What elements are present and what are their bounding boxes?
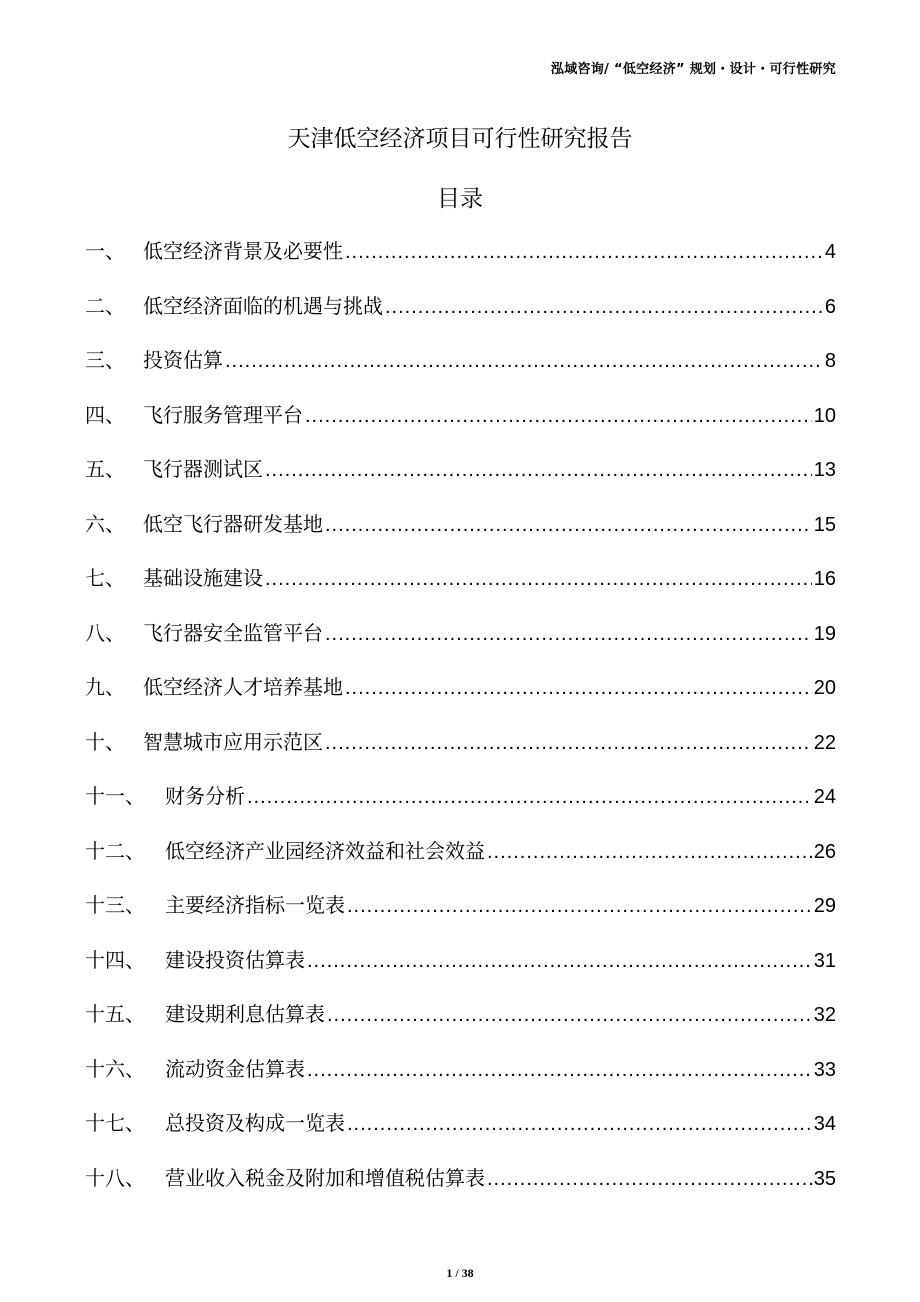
toc-entry-label[interactable]: 低空经济面临的机遇与挑战 bbox=[143, 293, 383, 318]
toc-entry-number: 十五、 bbox=[85, 1002, 145, 1026]
toc-entry-number: 四、 bbox=[85, 402, 125, 427]
page-indicator: 1 / 38 bbox=[446, 1266, 474, 1280]
toc-entry-page: 19 bbox=[813, 622, 836, 645]
toc-entry[interactable] bbox=[85, 1163, 836, 1218]
toc-entry[interactable] bbox=[85, 400, 836, 455]
toc-entry-page: 10 bbox=[813, 404, 836, 427]
toc-entry-number: 六、 bbox=[85, 511, 125, 536]
toc-entry[interactable] bbox=[85, 672, 836, 727]
toc-entry-label[interactable]: 低空经济背景及必要性 bbox=[143, 239, 343, 263]
toc-entry-page: 31 bbox=[813, 949, 836, 972]
table-of-contents bbox=[85, 236, 836, 1217]
toc-entry-label[interactable]: 主要经济指标一览表 bbox=[165, 893, 345, 917]
toc-entry[interactable] bbox=[85, 836, 836, 891]
dot-leader bbox=[325, 510, 812, 540]
dot-leader bbox=[307, 1055, 812, 1085]
toc-entry-number: 十、 bbox=[85, 729, 125, 754]
dot-leader bbox=[327, 1000, 812, 1030]
toc-entry-page: 15 bbox=[813, 513, 836, 536]
toc-entry[interactable] bbox=[85, 999, 836, 1054]
dot-leader bbox=[487, 837, 812, 867]
dot-leader bbox=[385, 292, 823, 322]
toc-entry-page: 35 bbox=[813, 1167, 836, 1190]
toc-entry-page: 26 bbox=[813, 840, 836, 863]
toc-entry-label[interactable]: 基础设施建设 bbox=[143, 566, 263, 590]
toc-entry-number: 三、 bbox=[85, 348, 125, 372]
toc-entry-page: 22 bbox=[813, 731, 836, 754]
dot-leader bbox=[265, 564, 812, 594]
document-title: 天津低空经济项目可行性研究报告 bbox=[287, 126, 633, 152]
toc-entry-number: 九、 bbox=[85, 675, 125, 699]
toc-entry[interactable] bbox=[85, 563, 836, 618]
dot-leader bbox=[347, 1109, 812, 1139]
toc-heading: 目录 bbox=[437, 186, 483, 212]
dot-leader bbox=[487, 1164, 812, 1194]
toc-entry-number: 十四、 bbox=[85, 947, 145, 972]
toc-entry-page: 13 bbox=[813, 459, 836, 481]
toc-entry[interactable] bbox=[85, 509, 836, 564]
toc-entry-page: 34 bbox=[813, 1113, 836, 1135]
page-header: 泓域咨询/ “低空经济” 规划・设计・可行性研究 bbox=[550, 62, 836, 77]
toc-entry[interactable] bbox=[85, 1108, 836, 1163]
toc-entry-page: 4 bbox=[824, 241, 836, 263]
toc-entry[interactable] bbox=[85, 236, 836, 291]
dot-leader bbox=[305, 401, 812, 431]
dot-leader bbox=[307, 946, 812, 976]
toc-entry-label[interactable]: 低空飞行器研发基地 bbox=[143, 511, 323, 536]
toc-entry-label[interactable]: 建设投资估算表 bbox=[165, 947, 305, 972]
dot-leader bbox=[347, 891, 812, 921]
toc-entry-number: 一、 bbox=[85, 239, 125, 263]
toc-entry[interactable] bbox=[85, 291, 836, 346]
toc-entry-label[interactable]: 低空经济产业园经济效益和社会效益 bbox=[165, 838, 485, 863]
toc-entry-number: 十七、 bbox=[85, 1111, 145, 1135]
toc-entry[interactable] bbox=[85, 345, 836, 400]
toc-entry-label[interactable]: 低空经济人才培养基地 bbox=[143, 675, 343, 699]
toc-entry-label[interactable]: 飞行器测试区 bbox=[143, 457, 263, 481]
toc-entry-page: 33 bbox=[813, 1058, 836, 1081]
toc-entry-number: 七、 bbox=[85, 566, 125, 590]
toc-entry[interactable] bbox=[85, 618, 836, 673]
toc-entry-page: 32 bbox=[813, 1004, 836, 1026]
toc-entry-page: 16 bbox=[813, 568, 836, 590]
toc-entry-page: 8 bbox=[824, 350, 836, 372]
toc-entry-number: 十二、 bbox=[85, 838, 145, 863]
dot-leader bbox=[325, 728, 812, 758]
toc-entry-label[interactable]: 营业收入税金及附加和增值税估算表 bbox=[165, 1165, 485, 1190]
toc-entry[interactable] bbox=[85, 890, 836, 945]
toc-entry[interactable] bbox=[85, 945, 836, 1000]
dot-leader bbox=[247, 782, 812, 812]
toc-entry-label[interactable]: 飞行服务管理平台 bbox=[143, 402, 303, 427]
toc-entry-number: 二、 bbox=[85, 293, 125, 318]
dot-leader bbox=[225, 346, 823, 376]
toc-entry-number: 八、 bbox=[85, 620, 125, 645]
toc-entry-label[interactable]: 总投资及构成一览表 bbox=[165, 1111, 345, 1135]
toc-entry-number: 十三、 bbox=[85, 893, 145, 917]
toc-entry[interactable] bbox=[85, 454, 836, 509]
toc-entry-number: 五、 bbox=[85, 457, 125, 481]
toc-entry-page: 20 bbox=[813, 677, 836, 699]
toc-entry-page: 24 bbox=[813, 786, 836, 808]
dot-leader bbox=[345, 673, 812, 703]
dot-leader bbox=[345, 237, 823, 267]
dot-leader bbox=[265, 455, 812, 485]
toc-entry-page: 6 bbox=[824, 295, 836, 318]
dot-leader bbox=[325, 619, 812, 649]
toc-entry-page: 29 bbox=[813, 895, 836, 917]
toc-entry[interactable] bbox=[85, 781, 836, 836]
toc-entry-label[interactable]: 投资估算 bbox=[143, 348, 223, 372]
toc-entry[interactable] bbox=[85, 727, 836, 782]
toc-entry-number: 十一、 bbox=[85, 784, 145, 808]
toc-entry-number: 十六、 bbox=[85, 1056, 145, 1081]
toc-entry-label[interactable]: 建设期利息估算表 bbox=[165, 1002, 325, 1026]
toc-entry-label[interactable]: 智慧城市应用示范区 bbox=[143, 729, 323, 754]
toc-entry-label[interactable]: 飞行器安全监管平台 bbox=[143, 620, 323, 645]
toc-entry-number: 十八、 bbox=[85, 1165, 145, 1190]
toc-entry-label[interactable]: 流动资金估算表 bbox=[165, 1056, 305, 1081]
toc-entry-label[interactable]: 财务分析 bbox=[165, 784, 245, 808]
toc-entry[interactable] bbox=[85, 1054, 836, 1109]
